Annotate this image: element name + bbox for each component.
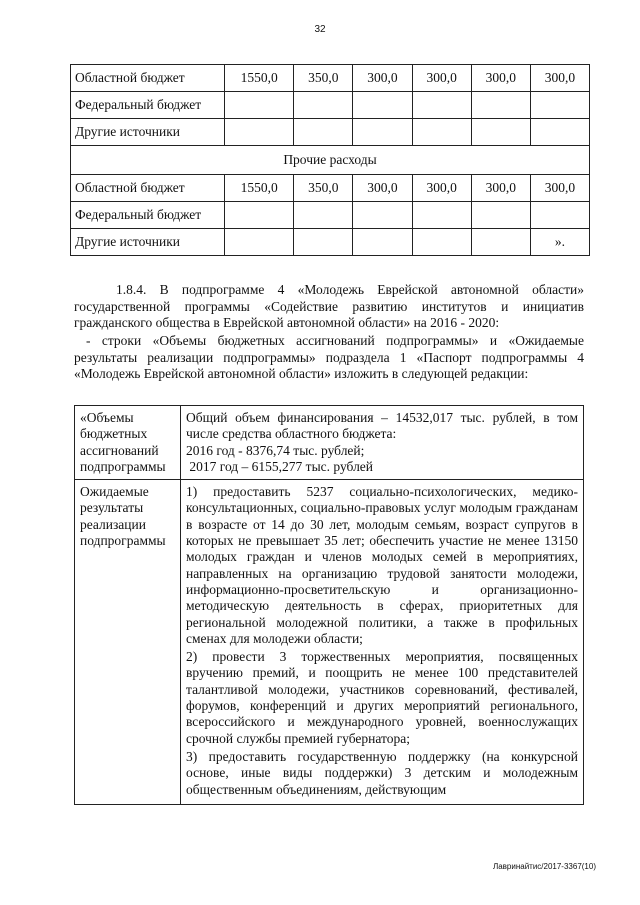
passport-row-results xyxy=(75,480,584,805)
budget-cell: 350,0 xyxy=(294,175,353,202)
budget-cell xyxy=(294,92,353,119)
budget-row xyxy=(71,229,590,256)
budget-cell xyxy=(471,119,530,146)
budget-cell: 1550,0 xyxy=(225,65,294,92)
budget-row xyxy=(71,92,590,119)
section-title: Прочие расходы xyxy=(71,146,590,175)
budget-cell xyxy=(353,229,412,256)
footer-code: Лавринайтис/2017-3367(10) xyxy=(492,862,596,871)
passport-row-budget xyxy=(75,406,584,480)
budget-cell: 300,0 xyxy=(471,175,530,202)
budget-cell xyxy=(225,202,294,229)
budget-cell xyxy=(353,202,412,229)
passport-table xyxy=(74,405,584,805)
budget-cell: 300,0 xyxy=(412,65,471,92)
budget-cell xyxy=(530,92,589,119)
budget-table xyxy=(70,64,590,256)
budget-row-label: Другие источники xyxy=(71,119,225,146)
budget-cell xyxy=(353,92,412,119)
budget-cell xyxy=(294,202,353,229)
budget-cell: 300,0 xyxy=(412,175,471,202)
budget-2017-line: 2017 год – 6155,277 тыс. рублей xyxy=(186,458,374,474)
result-item-3: 3) предоставить государственную поддержку (на конкурсной основе, иные виды поддержки) 3 детским и молодежным общественным объединениям, действующим xyxy=(186,748,578,797)
budget-cell xyxy=(353,119,412,146)
budget-cell xyxy=(412,92,471,119)
passport-label-results: Ожидаемые результаты реализации подпрограммы xyxy=(75,480,181,805)
budget-cell xyxy=(530,119,589,146)
result-item-1: 1) предоставить 5237 социально-психологических, медико-консультационных, социально-правовых услуг молодым гражданам в возрасте от 14 до 30 лет, молодым семьям, возраст супругов в которых не превышает 35 лет; обеспечить участие не менее 13150 молодых граждан и членов молодых семей в мероприятиях, направленных на организацию трудовой занятости молодежи, информационно-просветительскую и организационно-методическую деятельность в сферах, приоритетных для региональной молодежной политики, а также в профильных сменах для молодежи области; xyxy=(186,484,578,646)
budget-cell xyxy=(412,229,471,256)
budget-cell xyxy=(225,119,294,146)
budget-row-label: Областной бюджет xyxy=(71,65,225,92)
section-row xyxy=(71,146,590,175)
budget-cell xyxy=(412,202,471,229)
budget-cell xyxy=(471,92,530,119)
budget-cell: 300,0 xyxy=(471,65,530,92)
paragraph-1-8-4: 1.8.4. В подпрограмме 4 «Молодежь Еврейской автономной области» государственной программы «Содействие развитию институтов и инициатив гражданского общества в Еврейской автономной области» на 2016 - 2020: xyxy=(74,282,584,330)
budget-row xyxy=(71,175,590,202)
budget-row-label: Другие источники xyxy=(71,229,225,256)
passport-value-results xyxy=(181,480,584,805)
budget-cell xyxy=(412,119,471,146)
paragraph-strings: - строки «Объемы бюджетных ассигнований подпрограммы» и «Ожидаемые результаты реализации подпрограммы» подраздела 1 «Паспорт подпрограммы 4 «Молодежь Еврейской автономной области» изложить в следующей редакции: xyxy=(74,333,584,381)
budget-row-label: Областной бюджет xyxy=(71,175,225,202)
budget-row xyxy=(71,119,590,146)
budget-cell xyxy=(294,119,353,146)
budget-cell xyxy=(225,229,294,256)
budget-cell: 300,0 xyxy=(530,65,589,92)
budget-2016-line: 2016 год - 8376,74 тыс. рублей; xyxy=(186,442,365,458)
budget-cell xyxy=(471,202,530,229)
budget-total-line: Общий объем финансирования – 14532,017 тыс. рублей, в том числе средства областного бюджета: xyxy=(186,410,578,442)
budget-cell: ». xyxy=(530,229,589,256)
page-number: 32 xyxy=(314,24,326,35)
budget-row-label: Федеральный бюджет xyxy=(71,92,225,119)
budget-cell: 300,0 xyxy=(353,65,412,92)
budget-cell xyxy=(530,202,589,229)
passport-value-budget xyxy=(181,406,584,480)
budget-cell xyxy=(471,229,530,256)
budget-row xyxy=(71,202,590,229)
budget-cell: 300,0 xyxy=(530,175,589,202)
budget-cell: 350,0 xyxy=(294,65,353,92)
budget-cell xyxy=(225,92,294,119)
passport-label-budget: «Объемы бюджетных ассигнований подпрограммы xyxy=(75,406,181,480)
budget-cell: 300,0 xyxy=(353,175,412,202)
budget-cell: 1550,0 xyxy=(225,175,294,202)
result-item-2: 2) провести 3 торжественных мероприятия, посвященных вручению премий, и поощрить не менее 100 представителей талантливой молодежи, участников соревнований, фестивалей, форумов, конференций и других мероприятий регионального, всероссийского и международного уровней, военнослужащих срочной службы премией губернатора; xyxy=(186,649,578,746)
budget-cell xyxy=(294,229,353,256)
budget-row xyxy=(71,65,590,92)
budget-row-label: Федеральный бюджет xyxy=(71,202,225,229)
